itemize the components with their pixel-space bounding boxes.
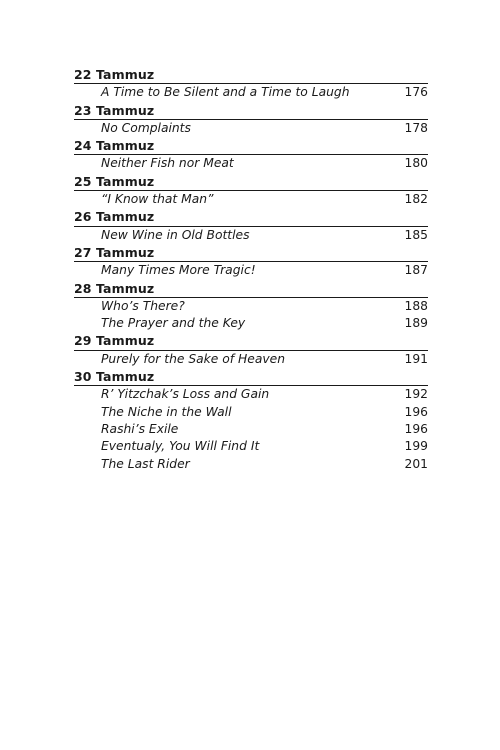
entry-page-number: 180 bbox=[404, 156, 428, 171]
toc-entry bbox=[74, 404, 428, 421]
section-heading: 25 Tammuz bbox=[74, 173, 428, 191]
section-heading: 22 Tammuz bbox=[74, 66, 428, 84]
entry-page-number: 187 bbox=[404, 263, 428, 278]
toc-entry bbox=[74, 386, 428, 403]
toc-section-28-tammuz bbox=[74, 280, 428, 333]
toc-entry bbox=[74, 191, 428, 208]
entry-title: Many Times More Tragic! bbox=[101, 263, 256, 278]
entry-page-number: 196 bbox=[404, 421, 428, 436]
entry-title: No Complaints bbox=[101, 120, 191, 135]
entry-title: R’ Yitzchak’s Loss and Gain bbox=[101, 387, 270, 402]
toc-section-26-tammuz bbox=[74, 208, 428, 244]
entry-title: “I Know that Man” bbox=[101, 192, 214, 207]
toc-entry bbox=[74, 227, 428, 244]
section-heading: 29 Tammuz bbox=[74, 332, 428, 350]
entry-title: Neither Fish nor Meat bbox=[101, 156, 234, 171]
entry-page-number: 178 bbox=[404, 120, 428, 135]
toc-section-30-tammuz bbox=[74, 368, 428, 473]
entry-page-number: 188 bbox=[404, 298, 428, 313]
entry-title: Rashi’s Exile bbox=[101, 421, 179, 436]
toc-section-29-tammuz bbox=[74, 332, 428, 368]
toc-entry bbox=[74, 84, 428, 101]
entry-page-number: 191 bbox=[404, 351, 428, 366]
toc-entry bbox=[74, 315, 428, 332]
entry-title: New Wine in Old Bottles bbox=[101, 227, 250, 242]
toc-entry bbox=[74, 351, 428, 368]
entry-title: Who’s There? bbox=[101, 298, 185, 313]
entry-page-number: 196 bbox=[404, 404, 428, 419]
entry-title: Eventualy, You Will Find It bbox=[101, 439, 260, 454]
entry-page-number: 192 bbox=[404, 387, 428, 402]
toc-entry bbox=[74, 456, 428, 473]
toc-entry bbox=[74, 155, 428, 172]
toc-entry bbox=[74, 298, 428, 315]
toc-section-25-tammuz bbox=[74, 173, 428, 209]
entry-title: Purely for the Sake of Heaven bbox=[101, 351, 286, 366]
entry-page-number: 176 bbox=[404, 85, 428, 100]
toc-section-22-tammuz bbox=[74, 66, 428, 102]
entry-page-number: 185 bbox=[404, 227, 428, 242]
section-heading: 30 Tammuz bbox=[74, 368, 428, 386]
entry-title: The Last Rider bbox=[101, 456, 190, 471]
entry-title: A Time to Be Silent and a Time to Laugh bbox=[101, 85, 350, 100]
entry-page-number: 201 bbox=[404, 456, 428, 471]
section-heading: 23 Tammuz bbox=[74, 102, 428, 120]
toc-entry bbox=[74, 421, 428, 438]
section-heading: 27 Tammuz bbox=[74, 244, 428, 262]
entry-title: The Prayer and the Key bbox=[101, 316, 246, 331]
section-heading: 26 Tammuz bbox=[74, 208, 428, 226]
toc-section-27-tammuz bbox=[74, 244, 428, 280]
entry-page-number: 199 bbox=[404, 439, 428, 454]
section-heading: 28 Tammuz bbox=[74, 280, 428, 298]
section-heading: 24 Tammuz bbox=[74, 137, 428, 155]
entry-page-number: 189 bbox=[404, 316, 428, 331]
toc-section-23-tammuz bbox=[74, 102, 428, 138]
toc-section-24-tammuz bbox=[74, 137, 428, 173]
toc-entry bbox=[74, 262, 428, 279]
table-of-contents bbox=[74, 66, 428, 473]
toc-entry bbox=[74, 438, 428, 455]
toc-entry bbox=[74, 120, 428, 137]
entry-title: The Niche in the Wall bbox=[101, 404, 232, 419]
entry-page-number: 182 bbox=[404, 192, 428, 207]
